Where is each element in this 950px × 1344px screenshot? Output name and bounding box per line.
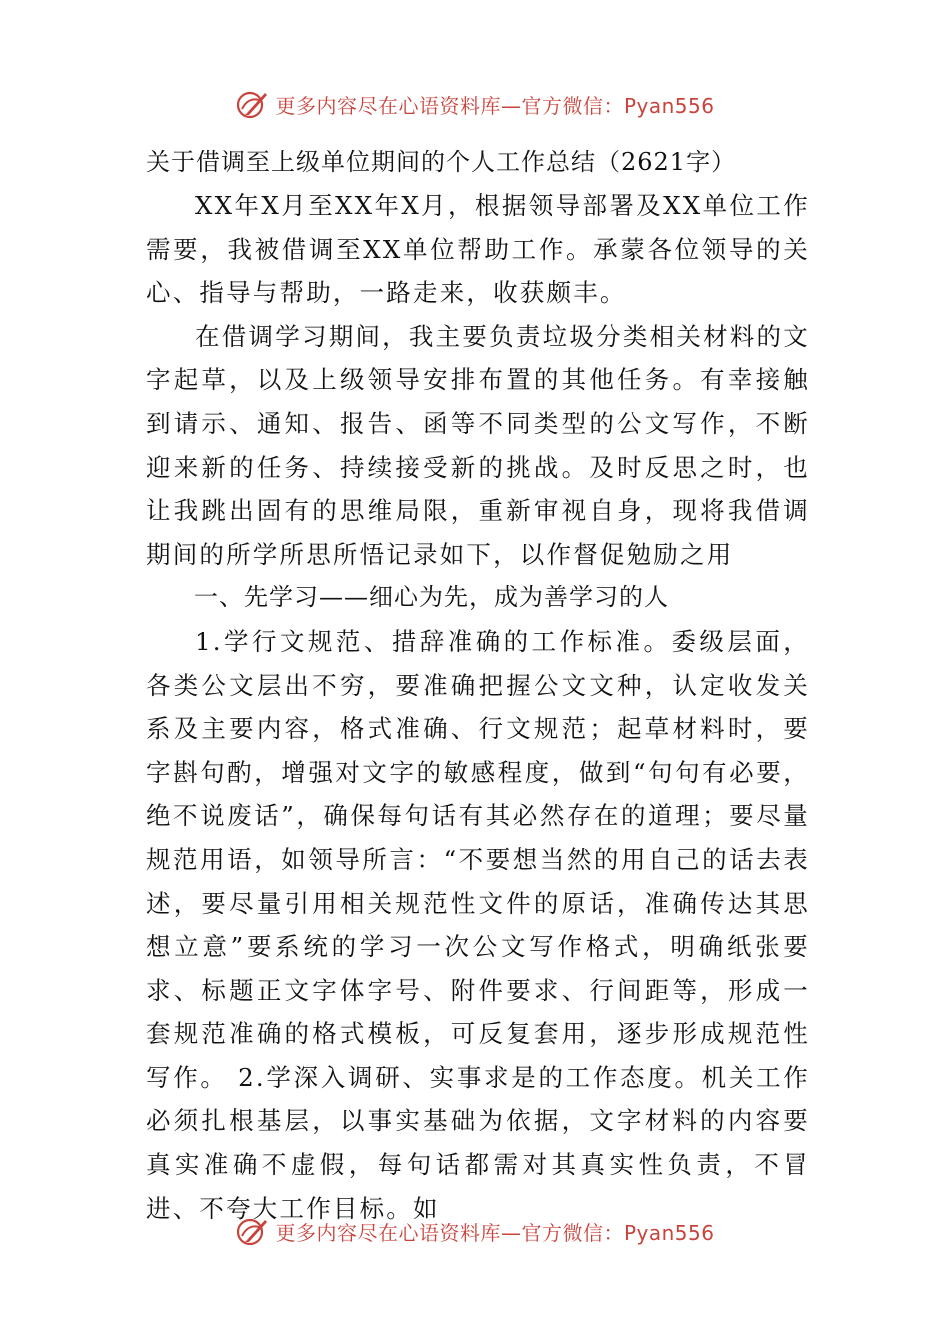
watermark-text: 更多内容尽在心语资料库—官方微信：Pyan556 [275, 93, 715, 118]
watermark-text: 更多内容尽在心语资料库—官方微信：Pyan556 [275, 1220, 715, 1245]
paragraph-study-period: 在借调学习期间，我主要负责垃圾分类相关材料的文字起草，以及上级领导安排布置的其他任务。有幸接触到请示、通知、报告、函等不同类型的公文写作，不断迎来新的任务、持续接受新的挑战。及时反思之时，也让我跳出固有的思维局限，重新审视自身，现将我借调期间的所学所思所悟记录如下，以作督促勉励之用 [146, 321, 810, 569]
watermark-banner-bottom [0, 1209, 950, 1253]
watermark-banner-top [0, 82, 950, 126]
pen-logo-icon [235, 1214, 269, 1248]
document-body [146, 140, 810, 1230]
paragraph-intro: XX年X月至XX年X月，根据领导部署及XX单位工作需要，我被借调至XX单位帮助工作。承蒙各位领导的关心、指导与帮助，一路走来，收获颇丰。 [146, 191, 810, 308]
document-title: 关于借调至上级单位期间的个人工作总结（2621字） [146, 148, 737, 176]
section-heading: 一、先学习——细心为先，成为善学习的人 [194, 583, 669, 612]
paragraph-body: 1.学行文规范、措辞准确的工作标准。委级层面，各类公文层出不穷，要准确把握公文文种，认定收发关系及主要内容，格式准确、行文规范；起草材料时，要字斟句酌，增强对文字的敏感程度，做到“句句有必要，绝不说废话”，确保每句话有其必然存在的道理；要尽量规范用语，如领导所言：“不要想当然的用自己的话去表述，要尽量引用相关规范性文件的原话，准确传达其思想立意”要系统的学习一次公文写作格式，明确纸张要求、标题正文字体字号、附件要求、行间距等，形成一套规范准确的格式模板，可反复套用，逐步形成规范性写作。 2.学深入调研、实事求是的工作态度。机关工作必须扎根基层，以事实基础为依据，文字材料的内容要真实准确不虚假，每句话都需对其真实性负责，不冒进、不夸大工作目标。如 [146, 626, 810, 1223]
pen-logo-icon [235, 87, 269, 121]
